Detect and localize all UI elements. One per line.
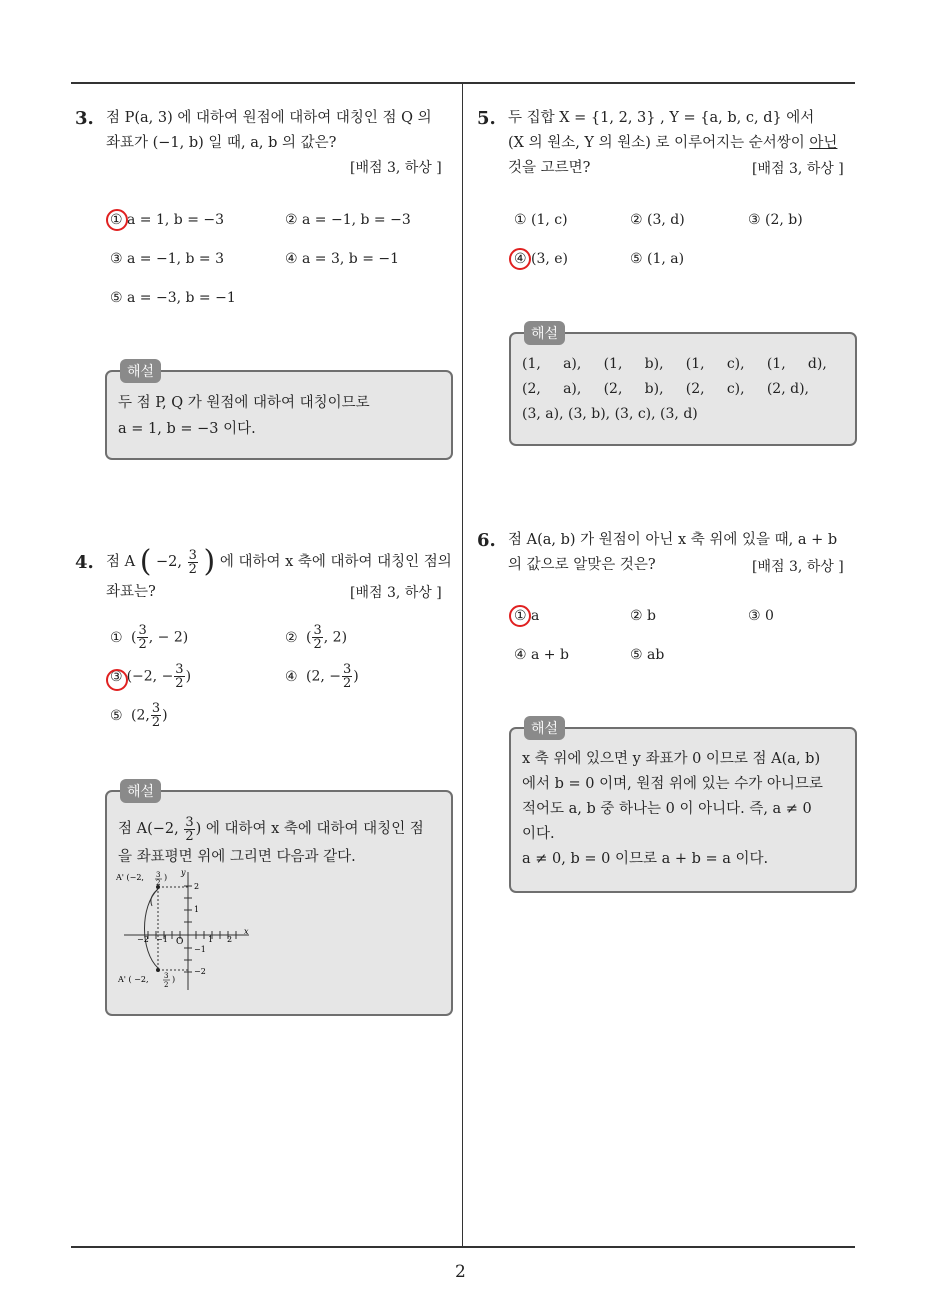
q4-point-x: −2, (156, 554, 183, 570)
q5-option-2[interactable]: ② (3, d) (630, 212, 685, 228)
graph-label-top: A' (−2, (116, 873, 144, 882)
q4-solution-tag: 해설 (120, 779, 161, 803)
q5-question-line2: (X 의 원소, Y 의 원소) 로 이루어지는 순서쌍이 아닌 (508, 135, 838, 151)
q6-option-1[interactable]: ① a (514, 608, 540, 624)
svg-text:2: 2 (156, 879, 161, 887)
q6-solution-line2: 에서 b = 0 이며, 원점 위에 있는 수가 아니므로 (522, 776, 823, 792)
q5-option-3[interactable]: ③ (2, b) (748, 212, 803, 228)
q5-answer-circle (509, 248, 531, 270)
q3-number: 3. (75, 108, 94, 129)
q4-answer-circle (106, 669, 128, 691)
svg-text:): ) (164, 873, 168, 882)
q5-solution-line2: (2, a), (2, b), (2, c), (2, d), (522, 381, 809, 397)
q4-solution-line2: 을 좌표평면 위에 그리면 다음과 같다. (118, 849, 356, 865)
graph-origin: O (176, 937, 184, 947)
q4-solution-line1: 점 A(−2, $\frac{3}{2}$ ) 에 대하여 x 축에 대하여 대칭인 점 (118, 814, 424, 844)
q4-question-tail: 에 대하여 x 축에 대하여 대칭인 점의 (219, 554, 452, 570)
q4-option-2[interactable]: ② ( $\frac{3}{2}$ , 2) (285, 623, 348, 652)
q3-solution-box (105, 370, 453, 460)
svg-text:1: 1 (194, 905, 200, 914)
svg-text:1: 1 (208, 935, 214, 944)
q3-question-line1: 점 P(a, 3) 에 대하여 원점에 대하여 대칭인 점 Q 의 (106, 110, 432, 126)
svg-text:−1: −1 (156, 935, 168, 944)
q5-option-5[interactable]: ⑤ (1, a) (630, 251, 685, 267)
q6-option-2[interactable]: ② b (630, 608, 656, 624)
q6-number: 6. (477, 530, 496, 551)
q3-answer-circle (106, 209, 128, 231)
q6-question-line1: 점 A(a, b) 가 원점이 아닌 x 축 위에 있을 때, a + b (508, 532, 838, 548)
q5-emphasis: 아닌 (809, 135, 838, 151)
q4-point-label: 점 A (106, 554, 136, 570)
q4-paren-open: ( (139, 544, 152, 579)
q4-option-3[interactable]: ③ (−2, − $\frac{3}{2}$ ) (110, 662, 192, 691)
q4-coordinate-graph (112, 866, 262, 992)
q4-point-y-fraction: $\frac{3}{2}$ (188, 547, 197, 577)
q4-question-line1 (106, 540, 452, 584)
q4-option-1[interactable]: ① ( $\frac{3}{2}$ , − 2) (110, 623, 189, 652)
q5-option-4[interactable]: ④ (3, e) (514, 251, 569, 267)
q3-option-2[interactable]: ② a = −1, b = −3 (285, 212, 411, 228)
q6-solution-tag: 해설 (524, 716, 565, 740)
q3-option-4[interactable]: ④ a = 3, b = −1 (285, 251, 400, 267)
q5-solution-line3: (3, a), (3, b), (3, c), (3, d) (522, 406, 698, 422)
column-divider (462, 82, 463, 1248)
q6-option-3[interactable]: ③ 0 (748, 608, 774, 624)
svg-text:2: 2 (194, 882, 200, 891)
q6-option-4[interactable]: ④ a + b (514, 647, 569, 663)
q4-meta: [배점 3, 하상 ] (350, 585, 442, 601)
q4-option-5[interactable]: ⑤ (2, $\frac{3}{2}$ ) (110, 701, 168, 730)
graph-label-bottom: A' ( −2, (118, 975, 149, 984)
q6-solution-line1: x 축 위에 있으면 y 좌표가 0 이므로 점 A(a, b) (522, 751, 821, 767)
q6-solution-line4: 이다. (522, 826, 555, 842)
q5-number: 5. (477, 108, 496, 129)
svg-text:2: 2 (227, 935, 233, 944)
q5-meta: [배점 3, 하상 ] (752, 161, 844, 177)
svg-text:3: 3 (156, 871, 161, 879)
q6-solution-line5: a ≠ 0, b = 0 이므로 a + b = a 이다. (522, 851, 769, 867)
q3-question-line2: 좌표가 (−1, b) 일 때, a, b 의 값은? (106, 135, 337, 151)
q4-paren-close: ) (203, 544, 216, 579)
svg-text:2: 2 (164, 981, 169, 989)
q6-option-5[interactable]: ⑤ ab (630, 647, 665, 663)
q3-solution-line1: 두 점 P, Q 가 원점에 대하여 대칭이므로 (118, 395, 370, 411)
graph-axis-x: x (244, 927, 249, 936)
q5-question-line1: 두 집합 X = {1, 2, 3} , Y = {a, b, c, d} 에서 (508, 110, 815, 126)
q6-solution-line3: 적어도 a, b 중 하나는 0 이 아니다. 즉, a ≠ 0 (522, 801, 812, 817)
q4-number: 4. (75, 552, 94, 573)
top-rule (71, 82, 855, 84)
page-number: 2 (455, 1262, 466, 1282)
graph-axis-y: y (181, 868, 186, 877)
q6-question-line2: 의 값으로 알맞은 것은? (508, 557, 656, 573)
svg-text:3: 3 (164, 972, 169, 980)
q3-solution-tag: 해설 (120, 359, 161, 383)
q3-option-5[interactable]: ⑤ a = −3, b = −1 (110, 290, 236, 306)
svg-text:−2: −2 (137, 935, 149, 944)
q4-option-4[interactable]: ④ (2, − $\frac{3}{2}$ ) (285, 662, 359, 691)
q6-meta: [배점 3, 하상 ] (752, 559, 844, 575)
q5-solution-tag: 해설 (524, 321, 565, 345)
svg-text:−1: −1 (194, 945, 206, 954)
q3-option-3[interactable]: ③ a = −1, b = 3 (110, 251, 225, 267)
q5-option-1[interactable]: ① (1, c) (514, 212, 568, 228)
q3-option-1[interactable]: ① a = 1, b = −3 (110, 212, 225, 228)
svg-text:−2: −2 (194, 967, 206, 976)
q5-question-line3: 것을 고르면? (508, 160, 591, 176)
svg-text:): ) (172, 975, 176, 984)
q3-meta: [배점 3, 하상 ] (350, 160, 442, 176)
q6-answer-circle (509, 605, 531, 627)
q3-solution-line2: a = 1, b = −3 이다. (118, 421, 256, 437)
q4-question-line2: 좌표는? (106, 584, 156, 600)
q5-solution-line1: (1, a), (1, b), (1, c), (1, d), (522, 356, 827, 372)
bottom-rule (71, 1246, 855, 1248)
